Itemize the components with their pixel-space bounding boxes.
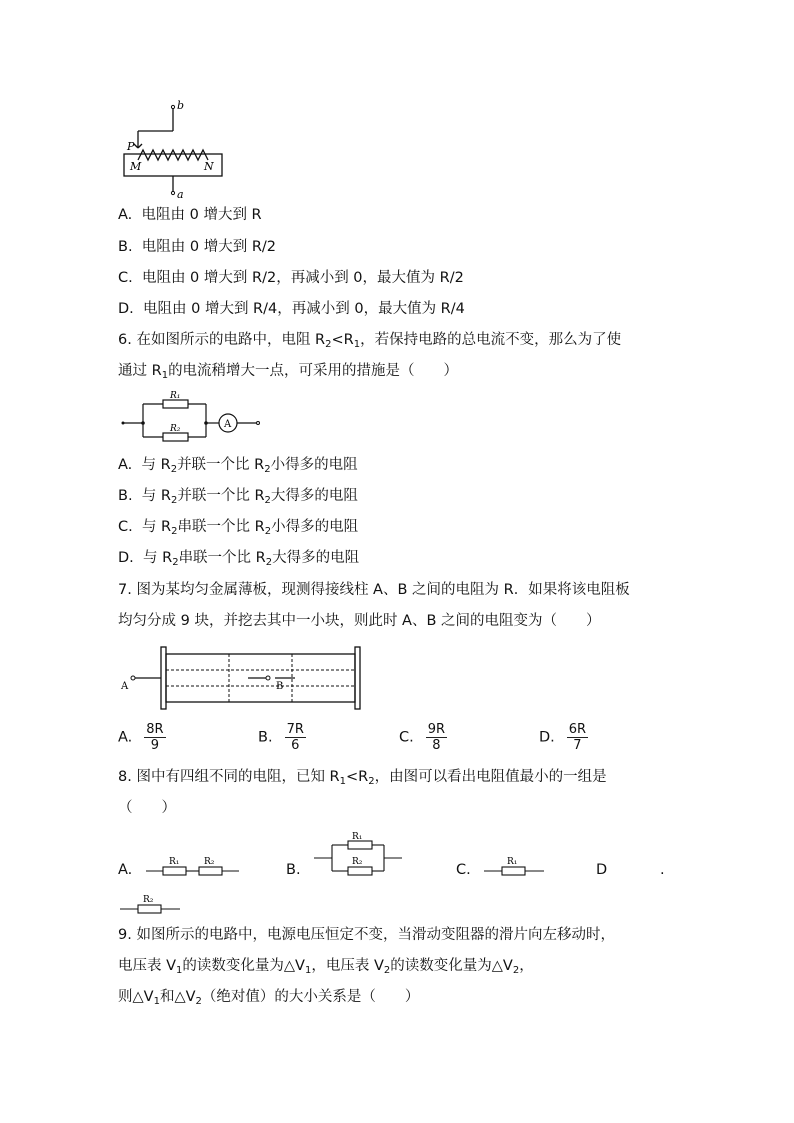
- q6-option-d: D. 与 $R_2$串联一个比 $R_2$大得多的电阻: [118, 550, 360, 568]
- q6-option-b: B. 与 $R_2$并联一个比 $R_2$大得多的电阻: [118, 488, 358, 506]
- q9-stem-line3: 则$\triangle V_1$和$\triangle V_2$（绝对值）的大小关系是（ ）: [118, 989, 420, 1007]
- terminal-a-label: A: [121, 681, 129, 692]
- q8d-r2-label: R₂: [143, 895, 154, 905]
- slider-p-label: P: [127, 140, 135, 153]
- q8-option-a-letter: A.: [118, 862, 133, 878]
- q8a-r1-label: R₁: [169, 857, 180, 867]
- q8-single-r2: [120, 892, 182, 916]
- q7-option-c: C. $\frac{9R}{8}$: [399, 722, 446, 753]
- q8c-r1-label: R₁: [507, 857, 518, 867]
- terminal-b-label: B: [276, 681, 284, 692]
- q6-stem-line2: 通过 $R_1$的电流稍增大一点，可采用的措施是（ ）: [118, 363, 459, 381]
- q8b-r1-label: R₁: [352, 832, 363, 842]
- q6-option-a: A. 与 $R_2$并联一个比 $R_2$小得多的电阻: [118, 457, 358, 475]
- q7-option-a: A. $\frac{8R}{9}$: [118, 722, 164, 753]
- q8-option-b-letter: B.: [286, 862, 301, 878]
- q5-option-d: D. 电阻由 0 增大到 R/4，再减小到 0，最大值为 R/4: [118, 301, 465, 317]
- q8-series-r1-r2: [146, 852, 241, 876]
- q5-option-a: A. 电阻由 0 增大到 R: [118, 207, 262, 223]
- q7-stem-line2: 均匀分成 9 块，并挖去其中一小块，则此时 A、B 之间的电阻变为（ ）: [118, 613, 601, 629]
- q8-stem-line1: 8. 图中有四组不同的电阻，已知 $R_1<R_2$，由图可以看出电阻值最小的一组是: [118, 769, 607, 787]
- q8-option-d-dot: .: [660, 862, 665, 878]
- terminal-a-label: a: [177, 188, 184, 201]
- metal-plate-right: [248, 640, 298, 715]
- end-n-label: N: [204, 160, 214, 173]
- q8-parallel-r1-r2: [314, 829, 404, 877]
- q5-option-b: B. 电阻由 0 增大到 R/2: [118, 239, 277, 255]
- terminal-b-label: b: [177, 99, 185, 112]
- q7-option-d: D. $\frac{6R}{7}$: [539, 722, 587, 753]
- q8-stem-line2: （ ）: [118, 800, 176, 816]
- q7-stem-line1: 7. 图为某均匀金属薄板，现测得接线柱 A、B 之间的电阻为 R．如果将该电阻板: [118, 582, 630, 598]
- rheostat-figure: [118, 98, 228, 201]
- q8-single-r1: [484, 852, 546, 876]
- q8b-r2-label: R₂: [352, 857, 363, 867]
- parallel-circuit-figure: [118, 390, 268, 445]
- q8-option-c-letter: C.: [456, 862, 471, 878]
- q9-stem-line1: 9. 如图所示的电路中，电源电压恒定不变，当滑动变阻器的滑片向左移动时，: [118, 927, 615, 943]
- q7-option-b: B. $\frac{7R}{6}$: [258, 722, 304, 753]
- q8-option-d-letter: D: [596, 862, 608, 878]
- q6-stem-line1: 6. 在如图所示的电路中，电阻 $R_2<R_1$，若保持电路的总电流不变，那么为了使: [118, 332, 622, 350]
- q9-stem-line2: 电压表 $V_1$的读数变化量为$\triangle V_1$，电压表 $V_2$的读数变化量为$\triangle V_2$，: [118, 958, 534, 976]
- ammeter-label: A: [224, 419, 232, 430]
- q5-option-c: C. 电阻由 0 增大到 R/2，再减小到 0，最大值为 R/2: [118, 270, 464, 286]
- end-m-label: M: [130, 160, 142, 173]
- q6-option-c: C. 与 $R_2$串联一个比 $R_2$小得多的电阻: [118, 519, 359, 537]
- q8a-r2-label: R₂: [204, 857, 215, 867]
- r1-label: R₁: [170, 391, 181, 401]
- r2-label: R₂: [170, 424, 181, 434]
